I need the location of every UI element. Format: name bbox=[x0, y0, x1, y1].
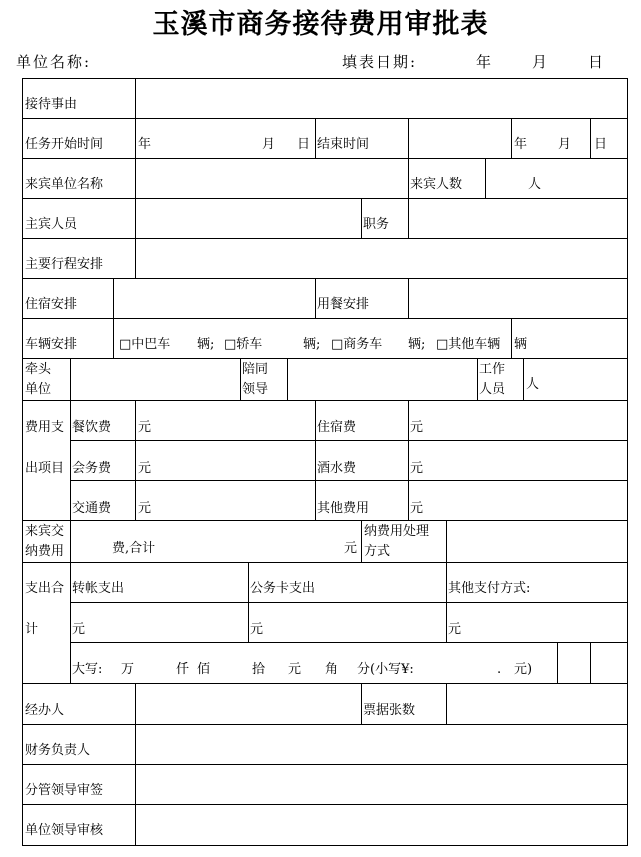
v-line bbox=[590, 118, 591, 158]
label-conference: 会务费 bbox=[72, 461, 112, 476]
v-line-left bbox=[22, 78, 23, 846]
label-daxie: 大写: bbox=[72, 662, 103, 677]
v-line bbox=[446, 562, 447, 642]
business-car-checkbox[interactable]: □商务车 bbox=[331, 337, 383, 352]
v-line bbox=[135, 158, 136, 198]
v-line bbox=[248, 562, 249, 642]
unit-qian: 仟 bbox=[176, 662, 190, 677]
v-line bbox=[135, 724, 136, 845]
v-line-right bbox=[627, 78, 628, 846]
unit-bai: 佰 bbox=[197, 662, 211, 677]
start-year: 年 bbox=[138, 137, 152, 152]
h-line bbox=[70, 440, 628, 441]
label-other-pay: 其他支付方式: bbox=[448, 581, 531, 596]
label-handle-2: 方式 bbox=[364, 544, 391, 559]
v-line bbox=[361, 198, 362, 238]
lower-dot: . bbox=[497, 662, 502, 677]
label-vehicle: 车辆安排 bbox=[25, 337, 78, 352]
fee-total-unit: 元 bbox=[344, 541, 358, 556]
v-line bbox=[408, 400, 409, 520]
v-line bbox=[315, 400, 316, 520]
fill-date-month: 月 bbox=[532, 53, 550, 71]
v-line bbox=[408, 158, 409, 198]
end-month: 月 bbox=[558, 137, 572, 152]
h-line bbox=[22, 562, 628, 563]
label-expense-1: 费用支 bbox=[25, 420, 65, 435]
h-line bbox=[22, 158, 628, 159]
v-line bbox=[135, 400, 136, 520]
v-line bbox=[408, 118, 409, 158]
page-title: 玉溪市商务接待费用审批表 bbox=[152, 9, 489, 40]
label-finance: 财务负责人 bbox=[25, 743, 91, 758]
minibus-checkbox[interactable]: □中巴车 bbox=[119, 337, 171, 352]
label-staff-1: 工作 bbox=[479, 362, 506, 377]
v-line bbox=[287, 358, 288, 400]
v-line bbox=[523, 358, 524, 400]
conference-unit: 元 bbox=[138, 461, 152, 476]
other-vehicle-unit: 辆 bbox=[514, 337, 528, 352]
label-guest-pay-2: 纳费用 bbox=[25, 544, 65, 559]
h-line bbox=[22, 683, 628, 684]
staff-unit: 人 bbox=[526, 377, 540, 392]
end-day: 日 bbox=[594, 137, 608, 152]
fill-date-label: 填表日期: bbox=[342, 53, 418, 71]
unit-fen: 分(小写¥: bbox=[357, 662, 414, 677]
label-lodging: 住宿安排 bbox=[25, 297, 78, 312]
v-line bbox=[113, 318, 114, 358]
unit-jiao: 角 bbox=[325, 662, 339, 677]
label-handle-1: 纳费用处理 bbox=[364, 524, 430, 539]
business-car-unit: 辆; bbox=[408, 337, 426, 352]
v-line bbox=[70, 520, 71, 562]
v-line bbox=[135, 238, 136, 278]
v-line bbox=[70, 562, 71, 683]
label-accommodation: 住宿费 bbox=[317, 420, 357, 435]
h-line bbox=[22, 724, 628, 725]
h-line bbox=[22, 845, 628, 846]
v-line bbox=[485, 158, 486, 198]
label-unit-leader: 单位领导审核 bbox=[25, 823, 104, 838]
v-line bbox=[511, 318, 512, 358]
label-guest-pay-1: 来宾交 bbox=[25, 524, 65, 539]
label-other-fee: 其他费用 bbox=[317, 501, 370, 516]
v-line bbox=[511, 118, 512, 158]
guest-count-unit: 人 bbox=[528, 177, 542, 192]
other-vehicle-checkbox[interactable]: □其他车辆 bbox=[436, 337, 501, 352]
h-line bbox=[22, 804, 628, 805]
label-staff-2: 人员 bbox=[479, 382, 506, 397]
card-unit: 元 bbox=[250, 622, 264, 637]
label-escort-2: 领导 bbox=[242, 382, 269, 397]
v-line bbox=[361, 520, 362, 562]
v-line bbox=[70, 400, 71, 520]
label-escort-1: 陪同 bbox=[242, 362, 269, 377]
label-end-time: 结束时间 bbox=[317, 137, 370, 152]
sedan-checkbox[interactable]: □轿车 bbox=[224, 337, 263, 352]
h-line bbox=[22, 78, 628, 79]
v-line bbox=[408, 198, 409, 238]
start-day: 日 bbox=[297, 137, 311, 152]
end-year: 年 bbox=[514, 137, 528, 152]
label-transfer: 转帐支出 bbox=[72, 581, 125, 596]
label-total-1: 支出合 bbox=[25, 581, 65, 596]
label-start-time: 任务开始时间 bbox=[25, 137, 104, 152]
unit-name-label: 单位名称: bbox=[16, 53, 92, 71]
h-line bbox=[70, 602, 628, 603]
v-line bbox=[446, 520, 447, 562]
unit-wan: 万 bbox=[121, 662, 135, 677]
label-guest-unit: 来宾单位名称 bbox=[25, 177, 104, 192]
accommodation-unit: 元 bbox=[410, 420, 424, 435]
v-line bbox=[557, 642, 558, 683]
v-line bbox=[135, 198, 136, 238]
meal-unit: 元 bbox=[138, 420, 152, 435]
v-line bbox=[135, 118, 136, 158]
fill-date-year: 年 bbox=[476, 53, 494, 71]
label-lead-unit-2: 单位 bbox=[25, 382, 52, 397]
label-lead-unit-1: 牵头 bbox=[25, 362, 52, 377]
label-branch-leader: 分管领导审签 bbox=[25, 783, 104, 798]
h-line bbox=[22, 118, 628, 119]
label-handler: 经办人 bbox=[25, 703, 65, 718]
other-fee-unit: 元 bbox=[410, 501, 424, 516]
lower-yuan-close: 元) bbox=[514, 662, 533, 677]
other-pay-unit: 元 bbox=[448, 622, 462, 637]
v-line bbox=[135, 683, 136, 724]
h-line bbox=[22, 238, 628, 239]
label-card: 公务卡支出 bbox=[250, 581, 316, 596]
v-line bbox=[446, 683, 447, 724]
v-line bbox=[240, 358, 241, 400]
label-drinks: 酒水费 bbox=[317, 461, 357, 476]
unit-yuan: 元 bbox=[288, 662, 302, 677]
fee-total: 费,合计 bbox=[112, 541, 156, 556]
label-position: 职务 bbox=[363, 217, 390, 232]
label-reception-matter: 接待事由 bbox=[25, 97, 78, 112]
h-line bbox=[22, 198, 628, 199]
h-line bbox=[22, 764, 628, 765]
v-line bbox=[590, 642, 591, 683]
h-line bbox=[70, 480, 628, 481]
transport-unit: 元 bbox=[138, 501, 152, 516]
h-line bbox=[22, 358, 628, 359]
label-transport: 交通费 bbox=[72, 501, 112, 516]
v-line bbox=[315, 278, 316, 318]
label-tickets: 票据张数 bbox=[363, 703, 416, 718]
v-line bbox=[70, 358, 71, 400]
label-dining: 用餐安排 bbox=[317, 297, 370, 312]
label-meal: 餐饮费 bbox=[72, 420, 112, 435]
label-itinerary: 主要行程安排 bbox=[25, 257, 104, 272]
label-main-guest: 主宾人员 bbox=[25, 217, 78, 232]
label-total-2: 计 bbox=[25, 622, 39, 637]
h-line bbox=[22, 400, 628, 401]
v-line bbox=[361, 683, 362, 724]
label-expense-2: 出项目 bbox=[25, 461, 65, 476]
minibus-unit: 辆; bbox=[197, 337, 215, 352]
v-line bbox=[408, 278, 409, 318]
h-line bbox=[22, 520, 628, 521]
v-line bbox=[315, 118, 316, 158]
v-line bbox=[135, 78, 136, 118]
sedan-unit: 辆; bbox=[303, 337, 321, 352]
v-line bbox=[113, 278, 114, 318]
h-line bbox=[70, 642, 628, 643]
start-month: 月 bbox=[262, 137, 276, 152]
fill-date-day: 日 bbox=[588, 53, 606, 71]
v-line bbox=[477, 358, 478, 400]
unit-shi: 拾 bbox=[252, 662, 266, 677]
drinks-unit: 元 bbox=[410, 461, 424, 476]
transfer-unit: 元 bbox=[72, 622, 86, 637]
label-guest-count: 来宾人数 bbox=[410, 177, 463, 192]
